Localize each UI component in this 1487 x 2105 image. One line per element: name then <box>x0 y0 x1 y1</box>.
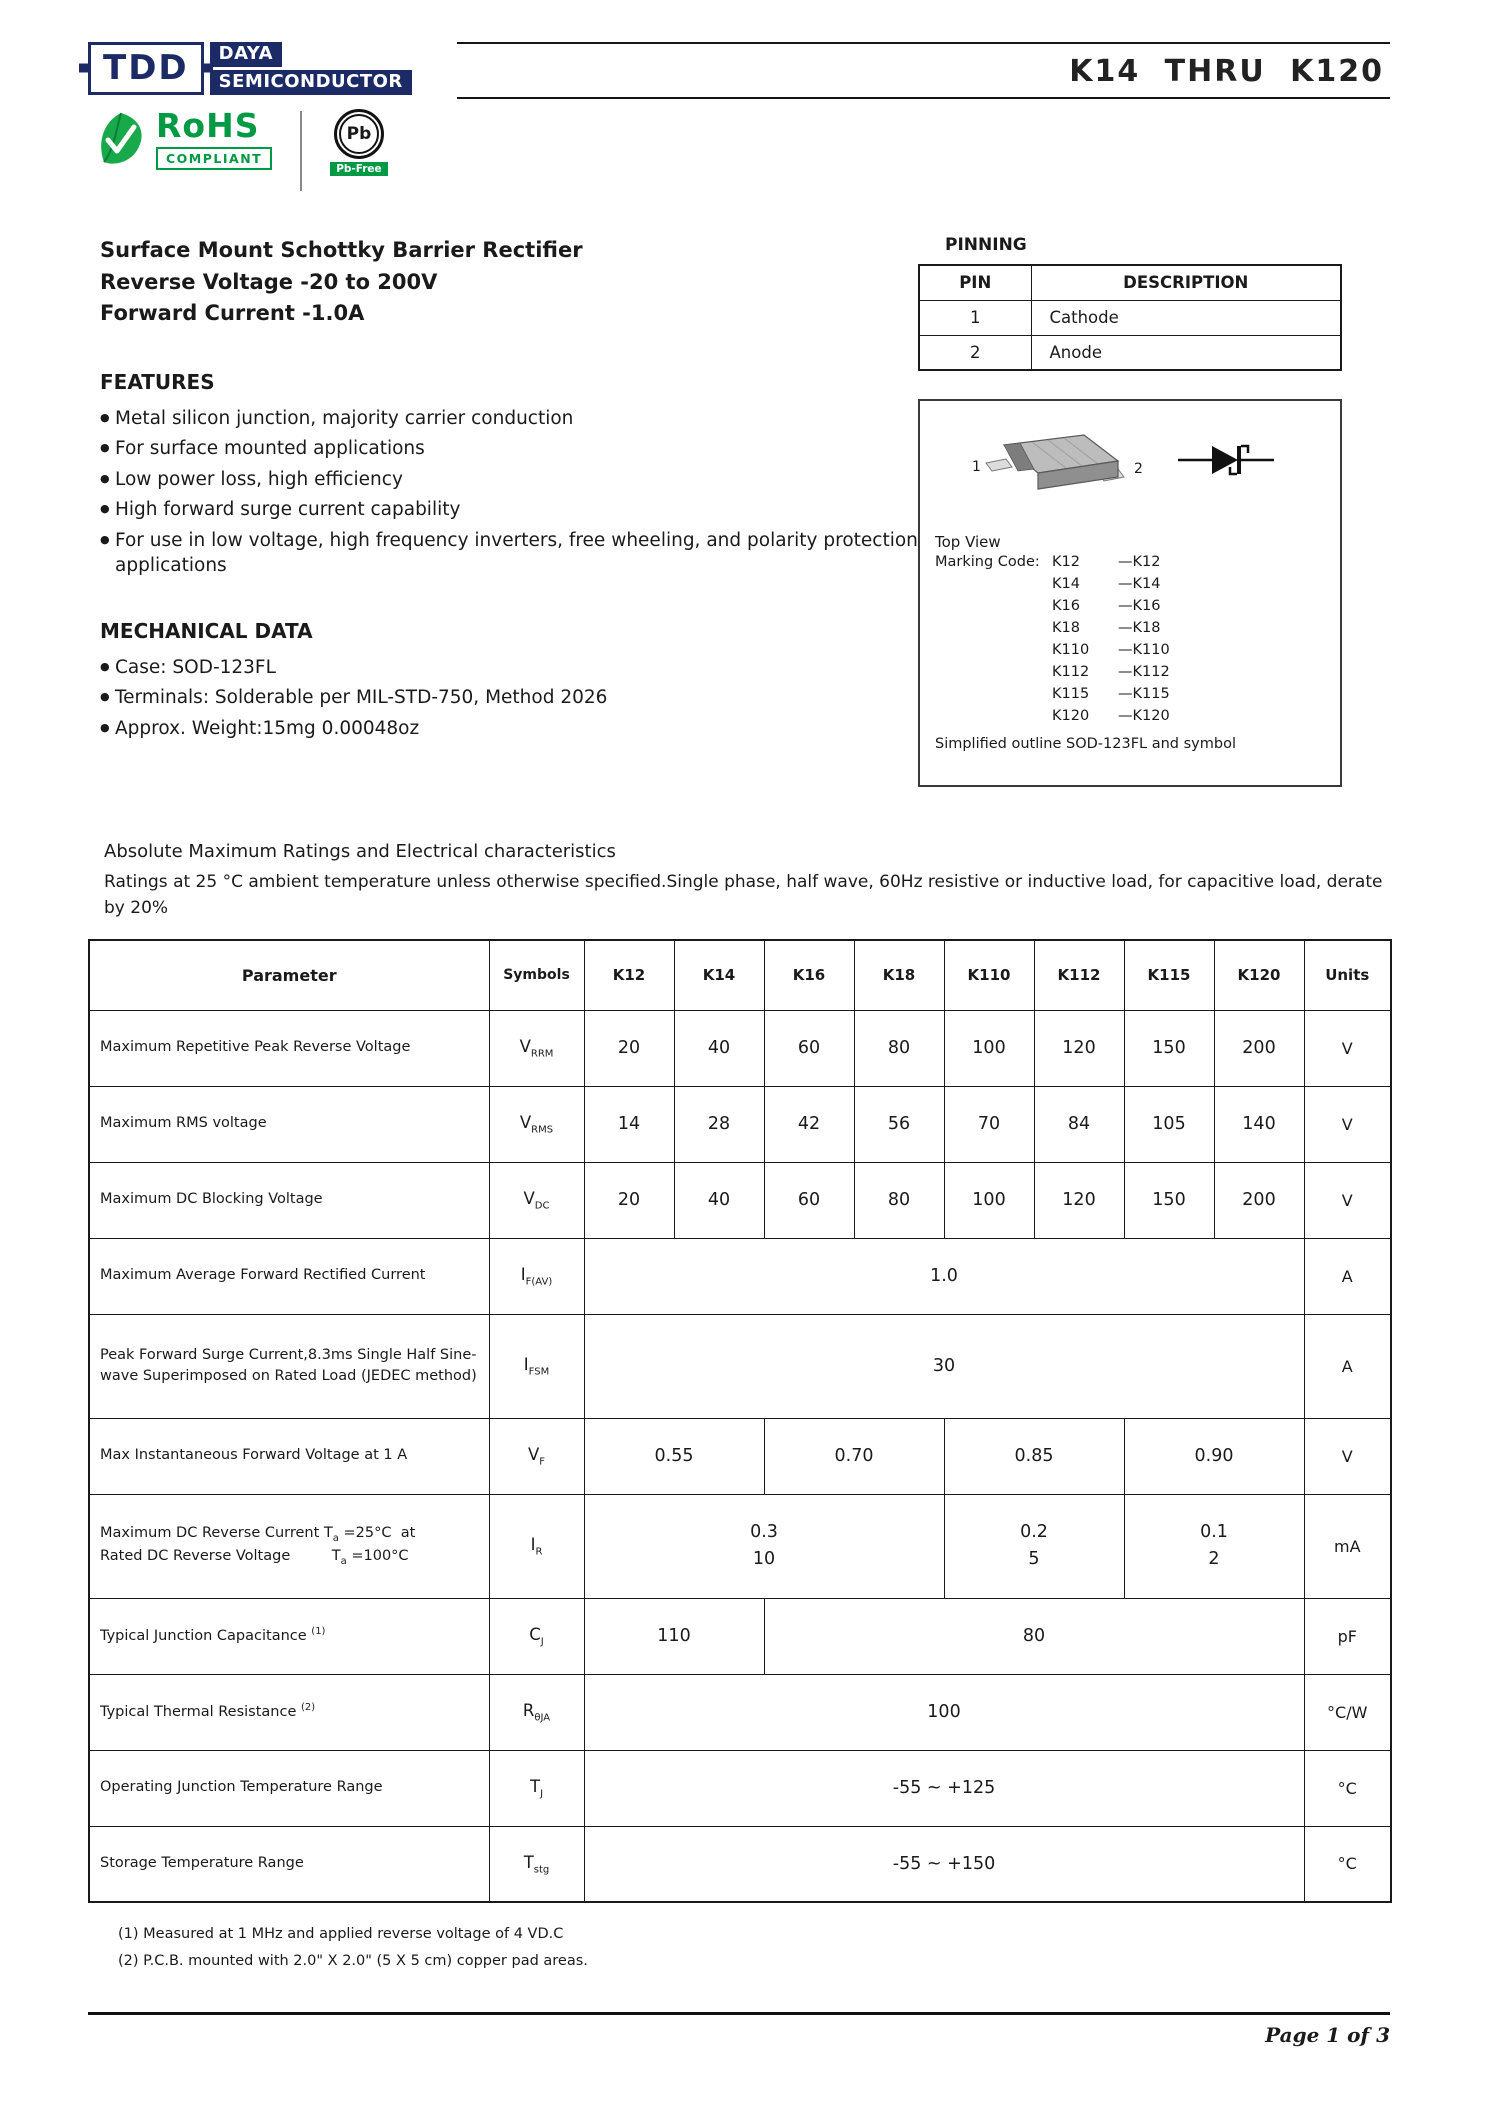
marking-row <box>920 661 1340 683</box>
table-row-tj <box>89 1750 1391 1826</box>
table-row-vdc <box>89 1162 1391 1238</box>
table-row-cj <box>89 1598 1391 1674</box>
value-cell: 120 <box>1034 1162 1124 1238</box>
product-summary <box>100 235 918 330</box>
ratings-note: Ratings at 25 °C ambient temperature unless otherwise specified.Single phase, half wave, 60Hz resistive or inductive load, for capacitive load, derate by 20% <box>104 872 1383 918</box>
marking-device: K112 <box>1052 664 1090 680</box>
marking-mark: —K12 <box>1118 554 1161 570</box>
unit-cell: V <box>1304 1010 1391 1086</box>
param-cell: Maximum Average Forward Rectified Current <box>89 1238 489 1314</box>
marking-row <box>920 573 1340 595</box>
doc-title-rule <box>457 42 1390 99</box>
value-cell: 80 <box>764 1598 1304 1674</box>
marking-mark: —K120 <box>1118 708 1170 724</box>
value-cell: 84 <box>1034 1086 1124 1162</box>
feature-item: ● Low power loss, high efficiency <box>100 467 918 493</box>
value-cell: 105 <box>1124 1086 1214 1162</box>
value-cell: 0.70 <box>764 1418 944 1494</box>
col-header-parameter: Parameter <box>89 940 489 1010</box>
package-caption: Simplified outline SOD-123FL and symbol <box>935 736 1236 752</box>
pin-col-header: PIN <box>919 265 1031 300</box>
pin-number: 1 <box>919 300 1031 335</box>
feature-item: ● For surface mounted applications <box>100 436 918 462</box>
package-pin2-label: 2 <box>1134 461 1143 477</box>
marking-code-list <box>920 551 1340 727</box>
symbol-cell: $I_{FSM}$ <box>489 1314 584 1418</box>
description-col-header: DESCRIPTION <box>1031 265 1341 300</box>
value-cell: 42 <box>764 1086 854 1162</box>
value-cell: 100 <box>944 1010 1034 1086</box>
features-list <box>100 406 918 579</box>
value-cell: 40 <box>674 1010 764 1086</box>
table-row-ir <box>89 1494 1391 1598</box>
value-cell: 80 <box>854 1162 944 1238</box>
value-cell: 20 <box>584 1010 674 1086</box>
symbol-cell: $R_{\theta JA}$ <box>489 1674 584 1750</box>
value-cell: 80 <box>854 1010 944 1086</box>
package-drawing <box>920 415 1340 527</box>
rohs-badge <box>156 106 272 170</box>
mechanical-item: ● Case: SOD-123FL <box>100 655 918 681</box>
feature-item: ● For use in low voltage, high frequency inverters, free wheeling, and polarity protection applications <box>100 528 918 579</box>
col-header-units: Units <box>1304 940 1391 1010</box>
unit-cell: A <box>1304 1314 1391 1418</box>
param-cell: Typical Thermal Resistance $^{(2)}$ <box>89 1674 489 1750</box>
logo-semiconductor: SEMICONDUCTOR <box>210 70 412 95</box>
param-cell: Max Instantaneous Forward Voltage at 1 A <box>89 1418 489 1494</box>
value-cell: 110 <box>584 1598 764 1674</box>
pb-free-label: Pb-Free <box>330 162 388 176</box>
value-cell: 0.3 10 <box>584 1494 944 1598</box>
rohs-compliant-label: COMPLIANT <box>156 147 272 170</box>
summary-line-2: Reverse Voltage -20 to 200V <box>100 269 438 294</box>
value-cell: 1.0 <box>584 1238 1304 1314</box>
value-cell: 70 <box>944 1086 1034 1162</box>
feature-item: ● Metal silicon junction, majority carrier conduction <box>100 406 918 432</box>
table-row-ifsm <box>89 1314 1391 1418</box>
value-cell: 0.85 <box>944 1418 1124 1494</box>
pb-label: Pb <box>339 114 379 154</box>
mechanical-list <box>100 655 918 742</box>
marking-device: K16 <box>1052 598 1080 614</box>
col-header-k14: K14 <box>674 940 764 1010</box>
marking-row <box>920 705 1340 727</box>
marking-device: K14 <box>1052 576 1080 592</box>
leaf-icon <box>94 111 148 173</box>
unit-cell: A <box>1304 1238 1391 1314</box>
page-footer <box>88 2012 1390 2047</box>
table-row-rthja <box>89 1674 1391 1750</box>
right-column <box>918 235 1342 787</box>
symbol-cell: $C_J$ <box>489 1598 584 1674</box>
col-header-k110: K110 <box>944 940 1034 1010</box>
col-header-k18: K18 <box>854 940 944 1010</box>
col-header-k16: K16 <box>764 940 854 1010</box>
param-cell: Maximum RMS voltage <box>89 1086 489 1162</box>
symbol-cell: $I_{F(AV)}$ <box>489 1238 584 1314</box>
rohs-label: RoHS <box>156 106 260 145</box>
summary-line-1: Surface Mount Schottky Barrier Rectifier <box>100 238 583 262</box>
marking-row <box>920 683 1340 705</box>
value-cell: 100 <box>944 1162 1034 1238</box>
marking-row <box>920 639 1340 661</box>
badge-divider <box>300 111 302 191</box>
pinning-header-row <box>919 265 1341 300</box>
marking-mark: —K18 <box>1118 620 1161 636</box>
param-cell: Maximum DC Blocking Voltage <box>89 1162 489 1238</box>
feature-item: ● High forward surge current capability <box>100 497 918 523</box>
features-heading: FEATURES <box>100 369 215 394</box>
param-cell: Maximum DC Reverse Current $T_a =25^\circ C$ at Rated DC Reverse Voltage $T_a =100^\circ C$ <box>89 1494 489 1598</box>
pb-free-badge <box>330 109 388 176</box>
package-pin1-label: 1 <box>972 459 981 475</box>
unit-cell: mA <box>1304 1494 1391 1598</box>
compliance-badges <box>94 106 1390 201</box>
pinning-table <box>918 264 1342 371</box>
col-header-symbols: Symbols <box>489 940 584 1010</box>
characteristics-table <box>88 939 1392 1903</box>
value-cell: 100 <box>584 1674 1304 1750</box>
param-cell: Typical Junction Capacitance $^{(1)}$ <box>89 1598 489 1674</box>
logo-tdd-mark <box>88 42 204 95</box>
marking-code-label: Marking Code: <box>935 554 1040 570</box>
param-cell: Peak Forward Surge Current,8.3ms Single Half Sine-wave Superimposed on Rated Load (JEDEC method) <box>89 1314 489 1418</box>
marking-device: K120 <box>1052 708 1090 724</box>
company-logo <box>88 42 412 95</box>
symbol-cell: $V_F$ <box>489 1418 584 1494</box>
param-cell: Operating Junction Temperature Range <box>89 1750 489 1826</box>
value-cell: 200 <box>1214 1162 1304 1238</box>
value-cell: 60 <box>764 1162 854 1238</box>
value-cell: -55 ~ +125 <box>584 1750 1304 1826</box>
logo-daya: DAYA <box>210 42 282 67</box>
table-row-vrrm <box>89 1010 1391 1086</box>
doc-title: K14 THRU K120 <box>1069 54 1384 89</box>
value-cell: 0.55 <box>584 1418 764 1494</box>
unit-cell: °C/W <box>1304 1674 1391 1750</box>
symbol-cell: $I_R$ <box>489 1494 584 1598</box>
summary-line-3: Forward Current -1.0A <box>100 301 365 325</box>
value-cell: 0.1 2 <box>1124 1494 1304 1598</box>
table-row-vf <box>89 1418 1391 1494</box>
value-cell: 140 <box>1214 1086 1304 1162</box>
marking-device: K18 <box>1052 620 1080 636</box>
pin-number: 2 <box>919 335 1031 370</box>
col-header-k12: K12 <box>584 940 674 1010</box>
value-cell: 0.2 5 <box>944 1494 1124 1598</box>
pin-description: Anode <box>1031 335 1341 370</box>
unit-cell: pF <box>1304 1598 1391 1674</box>
package-outline-box <box>918 399 1342 787</box>
marking-device: K12 <box>1052 554 1080 570</box>
value-cell: 14 <box>584 1086 674 1162</box>
diode-symbol-icon <box>1178 446 1274 474</box>
value-cell: 40 <box>674 1162 764 1238</box>
unit-cell: °C <box>1304 1826 1391 1902</box>
pinning-row <box>919 300 1341 335</box>
pinning-row <box>919 335 1341 370</box>
table-header-row <box>89 940 1391 1010</box>
col-header-k115: K115 <box>1124 940 1214 1010</box>
marking-row <box>920 617 1340 639</box>
marking-device: K115 <box>1052 686 1090 702</box>
logo-tdd-text: TDD <box>103 48 189 89</box>
symbol-cell: $V_{RMS}$ <box>489 1086 584 1162</box>
value-cell: 150 <box>1124 1162 1214 1238</box>
marking-mark: —K115 <box>1118 686 1170 702</box>
symbol-cell: $T_J$ <box>489 1750 584 1826</box>
logo-wordmark <box>210 42 412 95</box>
symbol-cell: $T_{stg}$ <box>489 1826 584 1902</box>
unit-cell: V <box>1304 1162 1391 1238</box>
top-view-label: Top View <box>935 533 1001 551</box>
marking-mark: —K14 <box>1118 576 1161 592</box>
marking-row <box>920 595 1340 617</box>
table-row-vrms <box>89 1086 1391 1162</box>
marking-mark: —K110 <box>1118 642 1170 658</box>
value-cell: 150 <box>1124 1010 1214 1086</box>
unit-cell: V <box>1304 1418 1391 1494</box>
value-cell: 30 <box>584 1314 1304 1418</box>
value-cell: -55 ~ +150 <box>584 1826 1304 1902</box>
marking-mark: —K16 <box>1118 598 1161 614</box>
marking-mark: —K112 <box>1118 664 1170 680</box>
pinning-heading: PINNING <box>945 235 1027 255</box>
left-column <box>88 235 918 787</box>
value-cell: 200 <box>1214 1010 1304 1086</box>
pin-description: Cathode <box>1031 300 1341 335</box>
value-cell: 20 <box>584 1162 674 1238</box>
unit-cell: °C <box>1304 1750 1391 1826</box>
ratings-title: Absolute Maximum Ratings and Electrical characteristics <box>104 841 616 862</box>
value-cell: 120 <box>1034 1010 1124 1086</box>
marking-device: K110 <box>1052 642 1090 658</box>
col-header-k112: K112 <box>1034 940 1124 1010</box>
page-number: Page 1 of 3 <box>1265 2023 1390 2047</box>
value-cell: 56 <box>854 1086 944 1162</box>
symbol-cell: $V_{RRM}$ <box>489 1010 584 1086</box>
col-header-k120: K120 <box>1214 940 1304 1010</box>
marking-row <box>920 551 1340 573</box>
table-row-tstg <box>89 1826 1391 1902</box>
symbol-cell: $V_{DC}$ <box>489 1162 584 1238</box>
table-row-ifav <box>89 1238 1391 1314</box>
param-cell: Maximum Repetitive Peak Reverse Voltage <box>89 1010 489 1086</box>
value-cell: 60 <box>764 1010 854 1086</box>
pb-circle-icon <box>334 109 384 159</box>
mechanical-heading: MECHANICAL DATA <box>100 618 313 643</box>
unit-cell: V <box>1304 1086 1391 1162</box>
value-cell: 0.90 <box>1124 1418 1304 1494</box>
footnote-1: (1) Measured at 1 MHz and applied reverse voltage of 4 VD.C <box>118 1926 564 1942</box>
param-cell: Storage Temperature Range <box>89 1826 489 1902</box>
footnote-2: (2) P.C.B. mounted with 2.0" X 2.0" (5 X 5 cm) copper pad areas. <box>118 1952 588 1969</box>
mechanical-item: ● Approx. Weight:15mg 0.00048oz <box>100 716 918 742</box>
value-cell: 28 <box>674 1086 764 1162</box>
page-header <box>88 42 1390 99</box>
mechanical-item: ● Terminals: Solderable per MIL-STD-750, Method 2026 <box>100 685 918 711</box>
footnotes <box>88 1921 1390 1975</box>
